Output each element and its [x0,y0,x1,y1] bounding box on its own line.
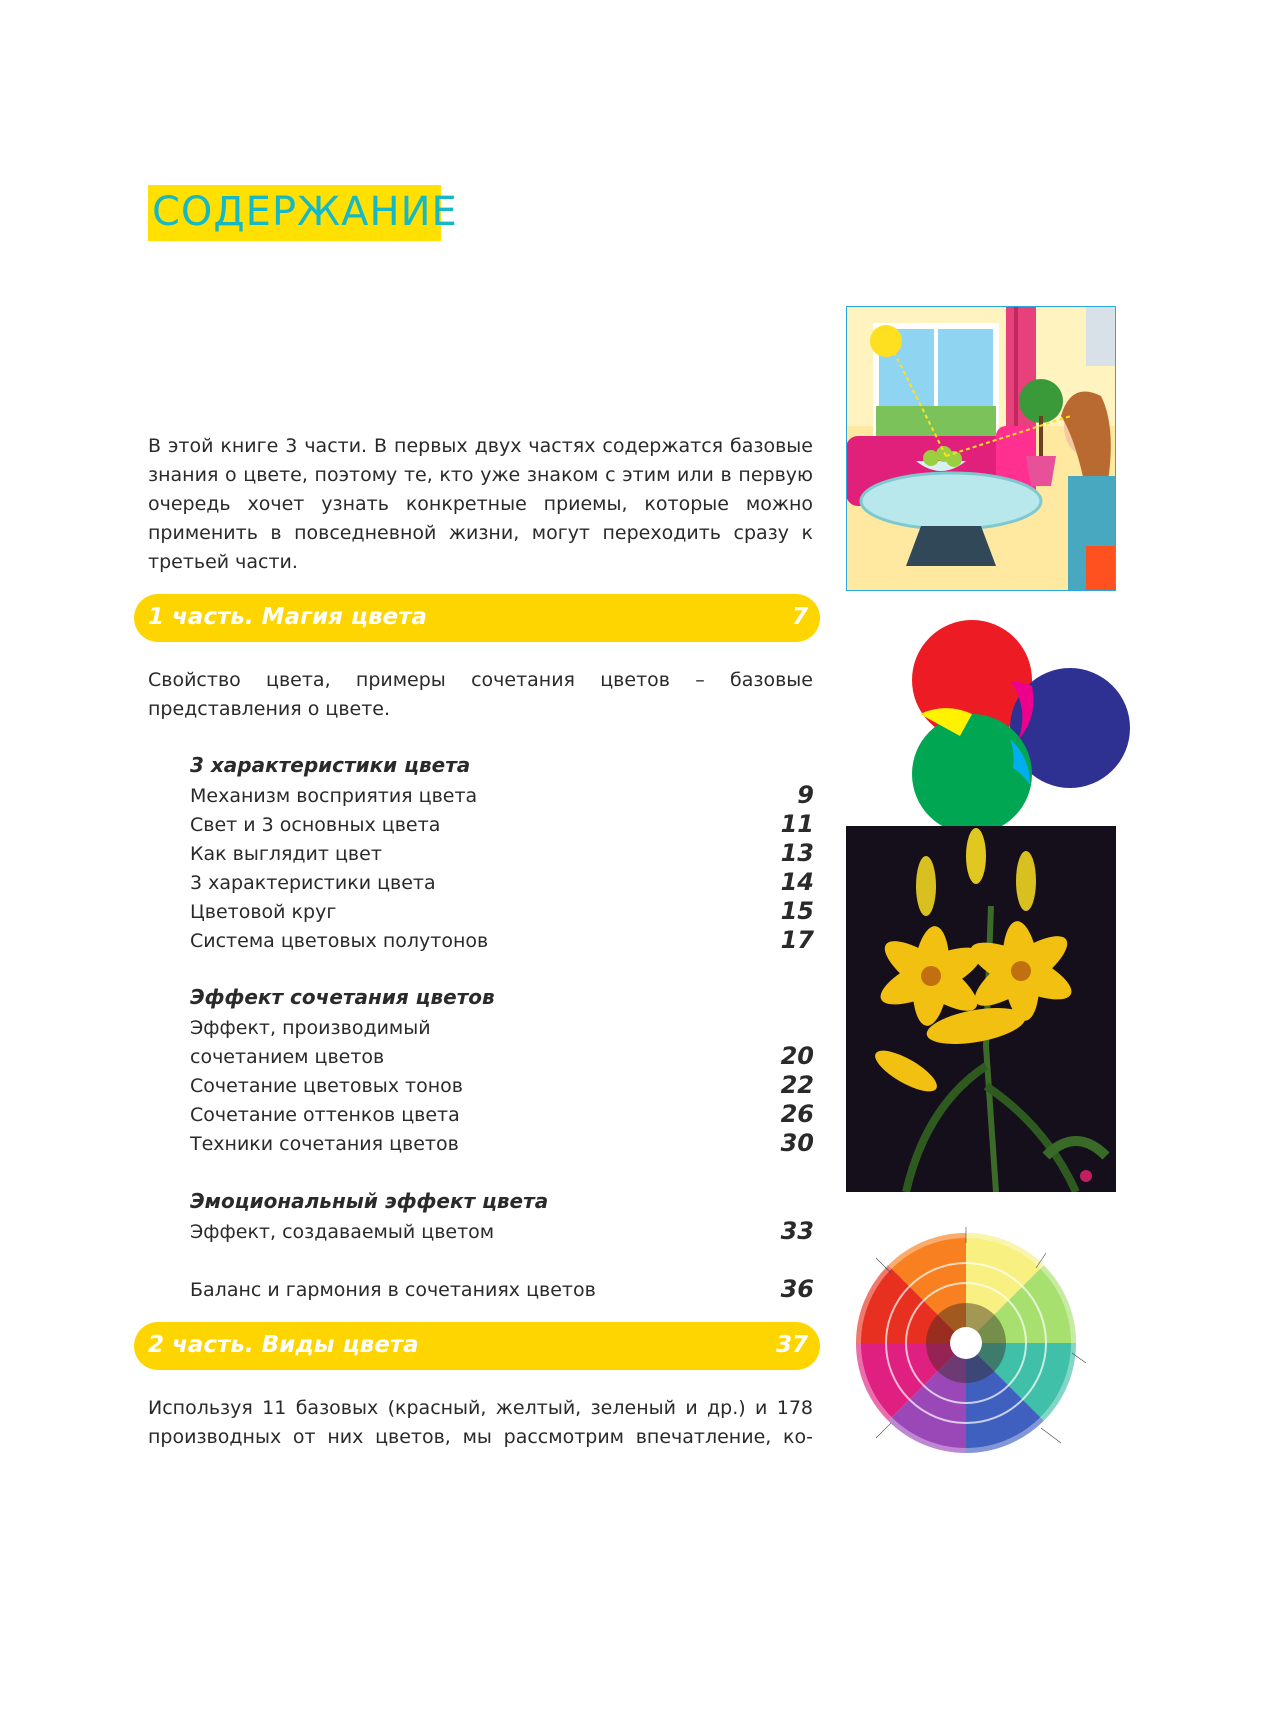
toc-entry[interactable] [190,783,814,812]
toc-entry-text: Цветовой круг [190,901,337,923]
toc-entry-page: 33 [780,1217,814,1245]
toc-entry[interactable] [190,1131,814,1160]
toc-entry-text: сочетанием цветов [190,1046,385,1068]
part-1-band[interactable] [134,594,820,642]
section-title: Эффект сочетания цветов [190,985,495,1009]
toc-entry[interactable] [190,1102,814,1131]
toc-entry-text: Как выглядит цвет [190,843,382,865]
page-title-box [148,185,458,241]
toc-entry-page: 26 [780,1100,814,1128]
toc-entry[interactable] [190,928,814,957]
toc-entry[interactable] [190,841,814,870]
room-illustration [846,306,1116,591]
part-1-label: 1 часть. Магия цвета [148,604,427,630]
toc-entry-text: Механизм восприятия цвета [190,785,478,807]
toc-entry-text: Баланс и гармония в сочетаниях цветов [190,1279,596,1301]
part-1-page: 7 [791,604,808,630]
toc-entry-page: 17 [780,926,814,954]
toc-entry-page: 14 [780,868,814,896]
toc-entry[interactable] [190,899,814,928]
toc-entry-text: Свет и 3 основных цвета [190,814,441,836]
part-2-label: 2 часть. Виды цвета [148,1332,419,1358]
toc-entry-page: 36 [780,1275,814,1303]
section-title: Эмоциональный эффект цвета [190,1189,549,1213]
toc-entry[interactable] [190,1073,814,1102]
color-wheel-illustration [836,1213,1096,1473]
toc-entry-text: Эффект, создаваемый цветом [190,1221,495,1243]
part-2-band[interactable] [134,1322,820,1370]
toc-entry-page: 15 [780,897,814,925]
toc-entry[interactable] [190,1015,814,1044]
toc-entry[interactable] [190,812,814,841]
toc-entry[interactable] [190,1219,814,1248]
toc-entry-text: Техники сочетания цветов [190,1133,459,1155]
toc-entry-page: 9 [797,781,814,809]
lily-flower-photo [846,826,1116,1192]
toc-entry-text: Эффект, производимый [190,1017,431,1039]
rgb-circles-illustration [910,618,1140,838]
section-title: 3 характеристики цвета [190,753,471,777]
toc-entry[interactable] [190,1044,814,1073]
part-2-description: Используя 11 базовых (красный, желтый, зеленый и др.) и 178 производных от них цветов, мы рассмотрим впечатление, ко- [148,1397,813,1448]
toc-entry-page: 20 [780,1042,814,1070]
toc-entry[interactable] [190,870,814,899]
part-1-description: Свойство цвета, примеры сочетания цветов – базовые представления о цвете. [148,669,813,720]
toc-entry-text: Система цветовых полутонов [190,930,489,952]
page-title: СОДЕРЖАНИЕ [152,189,458,235]
toc-entry-text: Сочетание оттенков цвета [190,1104,460,1126]
toc-entry-text: 3 характеристики цвета [190,872,436,894]
toc-entry-text: Сочетание цветовых тонов [190,1075,463,1097]
part-2-page: 37 [775,1332,808,1358]
toc-entry-page: 13 [780,839,814,867]
toc-entry-page: 30 [780,1129,814,1157]
toc-entry[interactable] [190,1277,814,1306]
toc-entry-page: 22 [780,1071,814,1099]
toc-entry-page: 11 [780,810,814,838]
intro-paragraph: В этой книге 3 части. В первых двух частях содержатся базовые знания о цвете, поэтому те, кто уже знаком с этим или в первую очередь хочет узнать конкретные приемы, которые можно применить в повседневной жизни, могут переходить сразу к третьей части. [148,435,813,573]
